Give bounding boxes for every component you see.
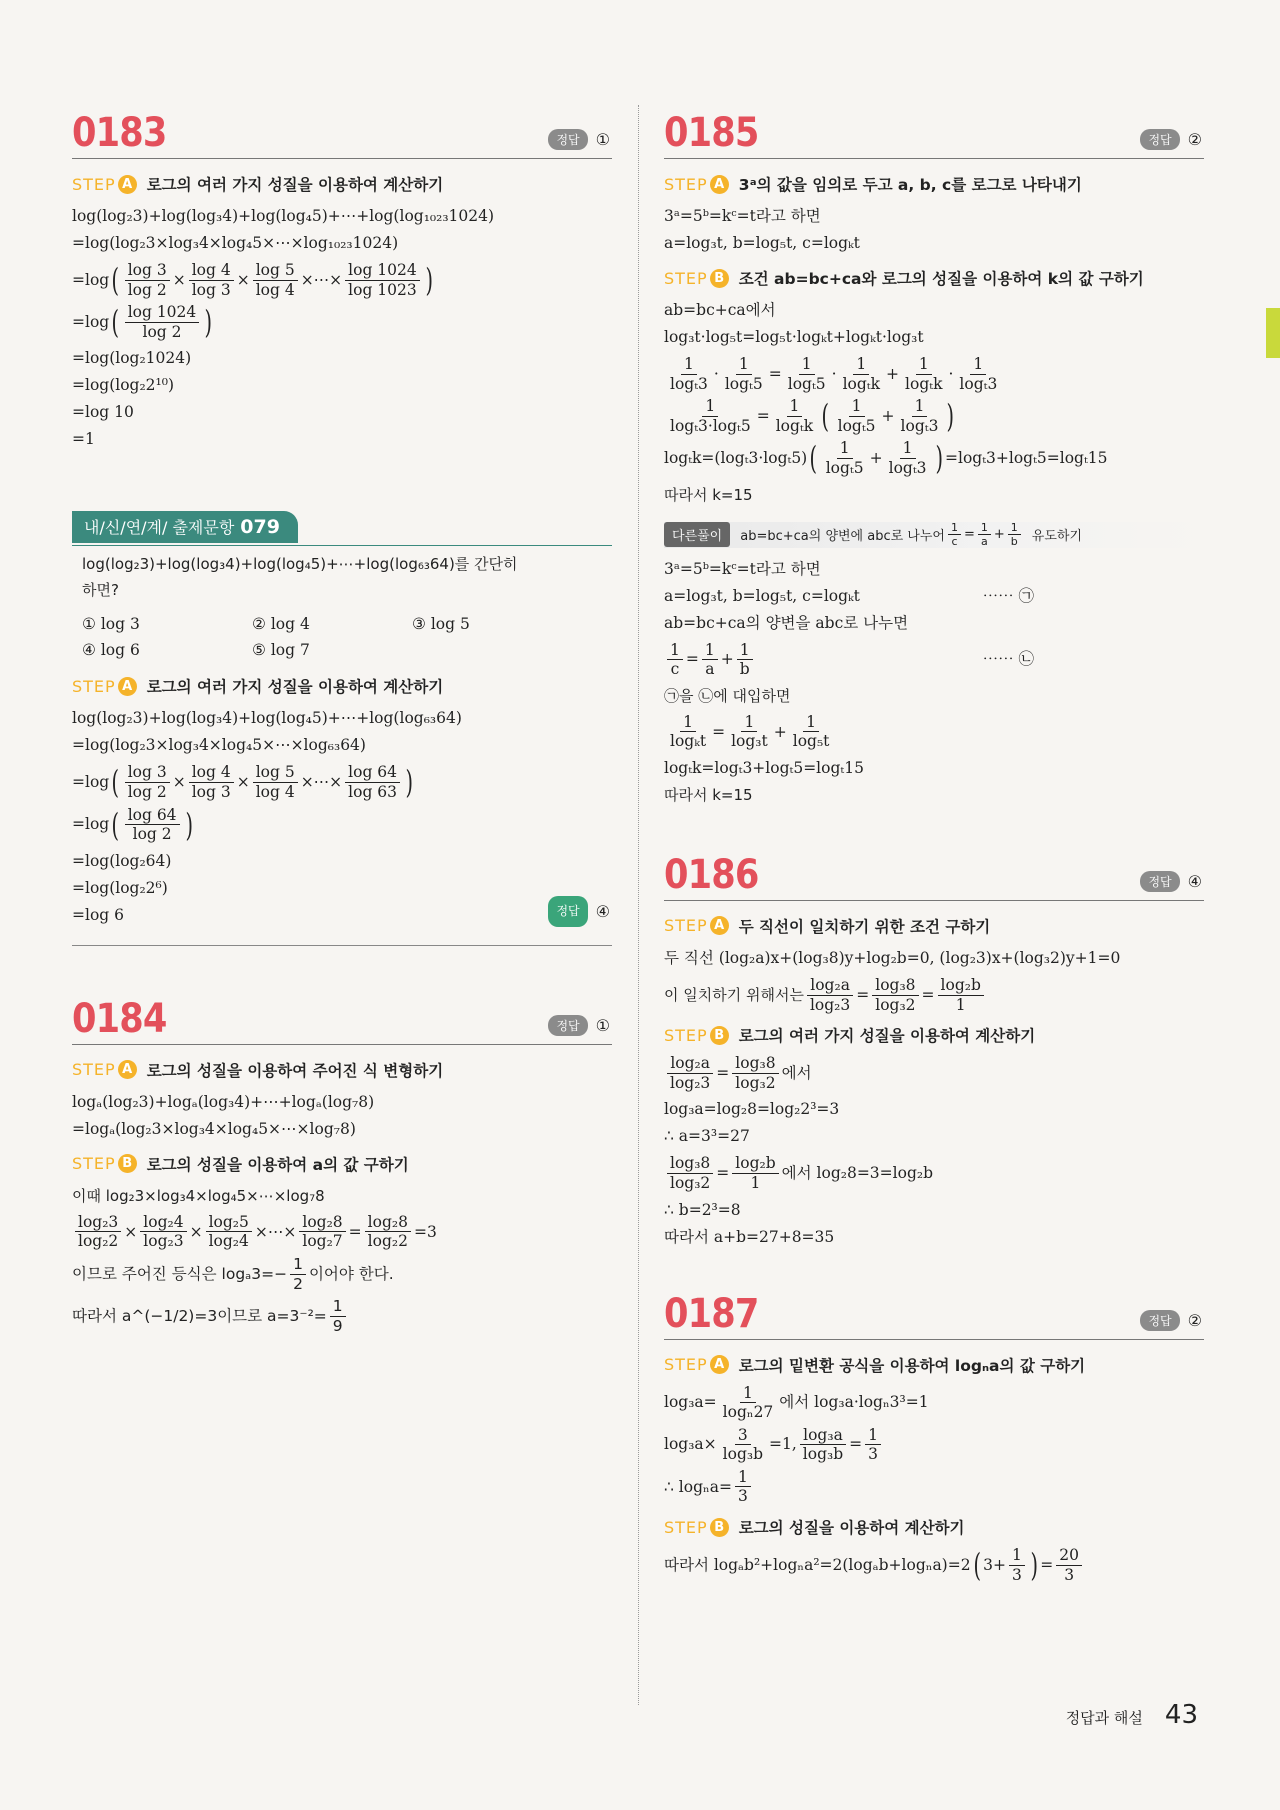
right-column [664,100,1204,1588]
page-footer [1066,1700,1198,1730]
fraction: $\frac{1}{\text{logₜ3}}$ [959,355,998,393]
fraction: $\frac{\text{log₂8}}{\text{log₂2}}$ [365,1213,411,1251]
math-fraction-line: =log ( $\frac{\log 1024}{\log 2}$ ) [72,303,213,342]
fraction: $\frac{1}{\text{logₜk}}$ [842,355,881,393]
answer-value: ① [595,1015,610,1035]
fraction: $\frac{1}{\text{logₜ3·logₜ5}}$ [670,397,751,435]
question-text: 하면? [82,581,119,600]
question-text: log(log₂3)+log(log₃4)+log(log₄5)+⋯+log(log₆₃64)를 간단히 [82,555,518,574]
naesin-header [72,511,612,547]
math-line: =log(log₂64) [72,851,172,870]
chapter-side-tab [1266,308,1280,358]
problem-number: 0187 [664,1290,759,1337]
fraction: $\frac{1}{\text{logₜ5}}$ [837,397,876,435]
fraction: $\frac{\text{log₂a}}{\text{log₂3}}$ [667,1054,713,1092]
alternative-solution-bar: 다른풀이 ab=bc+ca의 양변에 abc로 나누어 $\frac{1}{c}$ = $\frac{1}{a}$ + $\frac{1}{b}$ 유도하기 [664,522,1204,548]
answer-box [548,1015,610,1036]
math-line: logₜk=logₜ3+logₜ5=logₜ15 [664,758,864,777]
math-fraction-line: logₜk=(logₜ3·logₜ5) ( $\frac{1}{\text{logₜ5}}$ + $\frac{1}{\text{logₜ3}}$ ) =logₜ3+logₜ5=logₜ15 [664,439,1108,478]
page-number: 43 [1164,1700,1198,1730]
fraction: $\frac{1}{\text{logₜ5}}$ [825,439,864,477]
problem-number: 0186 [664,851,759,898]
step-b-heading: STEP B 로그의 성질을 이용하여 계산하기 [664,1517,965,1538]
left-column [72,100,612,1339]
answer-badge: 정답 [548,1015,587,1036]
fraction: $\frac{\text{log₂4}}{\text{log₂3}}$ [140,1213,186,1251]
fraction: $\frac{\text{log₂5}}{\text{log₂4}}$ [206,1213,252,1251]
math-line: ㉠을 ㉡에 대입하면 [664,686,791,705]
math-line: logₐ(log₂3)+logₐ(log₃4)+⋯+logₐ(log₇8) [72,1092,375,1111]
math-line: ∴ a=3³=27 [664,1127,750,1146]
step-a-heading: STEP A 로그의 밑변환 공식을 이용하여 logₙa의 값 구하기 [664,1355,1086,1375]
math-line: 3ᵃ=5ᵇ=kᶜ=t라고 하면 [664,207,821,225]
math-fraction-line: =log ( $\frac{\log 3}{\log 2}$ × $\frac{\log 4}{\log 3}$ × $\frac{\log 5}{\log 4}$ ×⋯× $\frac{\log 1024}{\log 1023}$ ) [72,261,433,300]
math-fraction-line: log₃a= $\frac{1}{\text{logₙ27}}$ 에서 log₃a·logₙ3³=1 [664,1383,929,1422]
step-b-heading: STEP B 로그의 여러 가지 성질을 이용하여 계산하기 [664,1025,1036,1046]
math-line: =log(log₂1024) [72,349,192,368]
problem-header-0185 [664,100,1204,159]
math-line: a=log₃t, b=log₅t, c=logₖt [664,234,860,252]
fraction: $\frac{1}{3}$ [735,1468,751,1506]
problem-number: 0183 [72,110,167,156]
step-a-heading: STEP A 로그의 여러 가지 성질을 이용하여 계산하기 [72,174,444,194]
math-line: =log(log₂3×log₃4×log₄5×⋯×log₆₃64) [72,736,366,755]
fraction: $\frac{\log 5}{\log 4}$ [253,261,298,299]
fraction: $\frac{\log 1024}{\log 1023}$ [345,261,420,299]
fraction: $\frac{\log 3}{\log 2}$ [125,763,170,801]
fraction: $\frac{1}{9}$ [330,1297,346,1335]
math-line: ∴ b=2³=8 [664,1200,741,1219]
answer-badge: 정답 [548,896,587,927]
fraction: $\frac{1}{3}$ [865,1426,881,1464]
fraction: $\frac{1}{b}$ [737,641,753,679]
math-fraction-line: $\frac{1}{\text{logₖt}}$ = $\frac{1}{\text{log₃t}}$ + $\frac{1}{\text{log₅t}}$ [664,713,1204,751]
fraction: $\frac{1}{\text{logₜ5}}$ [787,355,826,393]
math-line: 따라서 k=15 [664,785,753,804]
fraction: $\frac{1}{\text{logₙ27}}$ [722,1383,774,1422]
math-fraction-line: log₃a× $\frac{3}{\text{log₃b}}$ =1, $\frac{\text{log₃a}}{\text{log₃b}}$ = $\frac{1}{3}$ [664,1426,1204,1464]
math-line: ab=bc+ca에서 [664,301,776,319]
math-fraction-line: $\frac{1}{\text{logₜ3·logₜ5}}$ = $\frac{1}{\text{logₜk}}$ ( $\frac{1}{\text{logₜ5}}$ + $\frac{1}{\text{logₜ3}}$ ) [664,397,1204,435]
answer-choices [82,611,612,663]
math-line: 따라서 a+b=27+8=35 [664,1227,835,1246]
step-a-heading: STEP A 로그의 성질을 이용하여 주어진 식 변형하기 [72,1060,444,1080]
answer-badge: 정답 [548,129,587,150]
math-line: =1 [72,430,95,449]
fraction: $\frac{\log 1024}{\log 2}$ [125,303,200,341]
problem-header-0187 [664,1281,1204,1340]
answer-badge: 정답 [1140,129,1179,150]
math-fraction-line: 따라서 a^(−1/2)=3이므로 a=3⁻²= $\frac{1}{9}$ [72,1297,612,1335]
problem-header-0183 [72,100,612,159]
answer-badge: 정답 [1140,871,1179,892]
answer-badge: 정답 [1140,1310,1179,1331]
fraction: $\frac{\text{log₃a}}{\text{log₃b}}$ [800,1426,846,1464]
fraction: $\frac{\log 4}{\log 3}$ [189,261,234,299]
choice: ③ log 5 [412,615,470,634]
problem-header-0184 [72,986,612,1045]
fraction: $\frac{1}{\text{logₜk}}$ [905,355,943,393]
section-rule [72,945,612,946]
math-line: =log 6 정답 ④ [72,902,612,929]
fraction: $\frac{\text{log₂3}}{\text{log₂2}}$ [75,1213,121,1251]
math-line: a=log₃t, b=log₅t, c=logₖt ⋯⋯ ㉠ [664,586,1034,605]
fraction: $\frac{\log 64}{\log 2}$ [125,806,180,844]
problem-header-0186 [664,842,1204,901]
fraction: $\frac{\text{log₂b}}{1}$ [732,1154,778,1192]
fraction: $\frac{\log 5}{\log 4}$ [253,763,298,801]
fraction: $\frac{\log 3}{\log 2}$ [125,261,170,299]
math-line: =log 10 [72,403,134,422]
step-a-heading: STEP A 두 직선이 일치하기 위한 조건 구하기 [664,916,991,936]
math-fraction-line: 이 일치하기 위해서는 $\frac{\text{log₂a}}{\text{log₂3}}$ = $\frac{\text{log₃8}}{\text{log₃2}}$ = $\frac{\text{log₂b}}{1}$ [664,976,1204,1014]
math-fraction-line: 따라서 logₐb²+logₙa²=2(logₐb+logₙa)=2 ( 3+ $\frac{1}{3}$ ) = $\frac{20}{3}$ [664,1546,1204,1584]
math-line: =log(log₂3×log₃4×log₄5×⋯×log₁₀₂₃1024) [72,234,399,252]
fraction: $\frac{1}{\text{logₜ3}}$ [900,397,939,435]
math-fraction-line: ∴ logₙa= $\frac{1}{3}$ [664,1468,1204,1506]
math-line: 따라서 k=15 [664,485,753,504]
math-fraction-line: $\frac{\text{log₂a}}{\text{log₂3}}$ = $\frac{\text{log₃8}}{\text{log₃2}}$ 에서 [664,1054,1204,1092]
math-fraction-line: =log ( $\frac{\log 64}{\log 2}$ ) [72,805,193,844]
fraction: $\frac{1}{a}$ [702,641,718,679]
fraction: $\frac{1}{\text{log₅t}}$ [792,712,830,751]
answer-value: ④ [1187,871,1202,891]
fraction: $\frac{\text{log₃8}}{\text{log₃2}}$ [667,1154,713,1192]
problem-number: 0184 [72,995,167,1042]
step-b-heading: STEP B 로그의 성질을 이용하여 a의 값 구하기 [72,1154,409,1174]
math-line: log₃t·log₅t=log₅t·logₖt+logₖt·log₃t [664,328,924,346]
fraction: $\frac{\text{log₂8}}{\text{log₂7}}$ [299,1213,345,1251]
answer-box [1140,1310,1202,1331]
answer-value: ① [595,130,610,149]
answer-box [1140,871,1202,892]
fraction: $\frac{\text{log₃8}}{\text{log₃2}}$ [872,976,918,1014]
fraction: $\frac{1}{\text{logₜ3}}$ [670,355,708,393]
fraction: $\frac{1}{3}$ [1009,1546,1025,1584]
answer-value: ② [1187,1310,1202,1330]
math-fraction-line: $\frac{\text{log₃8}}{\text{log₃2}}$ = $\frac{\text{log₂b}}{1}$ 에서 log₂8=3=log₂b [664,1154,1204,1192]
fraction: $\frac{3}{\text{log₃b}}$ [722,1425,764,1464]
math-line: log₃a=log₂8=log₂2³=3 [664,1100,840,1119]
fraction: $\frac{1}{\text{logₜk}}$ [775,397,814,435]
answer-box [548,896,610,927]
math-fraction-line: $\frac{\text{log₂3}}{\text{log₂2}}$ × $\frac{\text{log₂4}}{\text{log₂3}}$ × $\frac{\text{log₂5}}{\text{log₂4}}$ ×⋯× $\frac{\text{log₂8}}{\text{log₂7}}$ = $\frac{\text{log₂8}}{\text{log₂2}}$ =3 [72,1213,612,1251]
math-line: =log(log₂2⁶) [72,878,168,897]
fraction: $\frac{\log 64}{\log 63}$ [345,763,400,801]
fraction: $\frac{1}{\text{logₜ5}}$ [724,355,763,393]
math-line: log(log₂3)+log(log₃4)+log(log₄5)+⋯+log(log₁₀₂₃1024) [72,207,495,225]
answer-box [1140,129,1202,150]
choice: ④ log 6 [82,641,140,660]
math-line: 두 직선 (log₂a)x+(log₃8)y+log₂b=0, (log₂3)x+(log₃2)y+1=0 [664,948,1121,967]
step-a-heading: STEP A 로그의 여러 가지 성질을 이용하여 계산하기 [72,676,444,697]
math-line: =log(log₂2¹⁰) [72,376,175,395]
answer-value: ④ [595,901,610,921]
math-line: =logₐ(log₂3×log₃4×log₄5×⋯×log₇8) [72,1119,356,1138]
math-line: ab=bc+ca의 양변을 abc로 나누면 [664,613,909,632]
naesin-badge: 내/신/연/계/ 출제문항 079 [72,511,298,543]
fraction: $\frac{1}{\text{logₖt}}$ [670,712,707,751]
answer-box [548,129,610,150]
math-fraction-line: $\frac{1}{c}$ = $\frac{1}{a}$ + $\frac{1}{b}$ ⋯⋯ ㉡ [664,641,1204,679]
fraction: $\frac{1}{\text{log₃t}}$ [731,712,768,751]
footer-label: 정답과 해설 [1065,1709,1143,1727]
column-divider [638,105,639,1705]
math-line: 3ᵃ=5ᵇ=kᶜ=t라고 하면 [664,559,821,578]
math-line: 이때 log₂3×log₃4×log₄5×⋯×log₇8 [72,1186,325,1205]
step-b-heading: STEP B 조건 ab=bc+ca와 로그의 성질을 이용하여 k의 값 구하기 [664,268,1144,288]
math-line: log(log₂3)+log(log₃4)+log(log₄5)+⋯+log(log₆₃64) [72,709,462,728]
fraction: $\frac{\log 4}{\log 3}$ [189,763,234,801]
fraction: $\frac{\text{log₂a}}{\text{log₂3}}$ [807,976,853,1014]
math-fraction-line: 이므로 주어진 등식은 logₐ3=− $\frac{1}{2}$ 이어야 한다. [72,1254,394,1293]
fraction: $\frac{1}{c}$ [667,641,683,679]
fraction: $\frac{\text{log₂b}}{1}$ [938,976,984,1014]
choice: ② log 4 [252,615,310,634]
alt-badge: 다른풀이 [664,522,730,547]
math-fraction-line: $\frac{1}{\text{logₜ3}}$ · $\frac{1}{\text{logₜ5}}$ = $\frac{1}{\text{logₜ5}}$ · $\frac{1}{\text{logₜk}}$ + $\frac{1}{\text{logₜk}}$ · $\frac{1}{\text{logₜ3}}$ [664,355,1204,393]
fraction: $\frac{1}{2}$ [290,1255,306,1293]
problem-number: 0185 [664,110,759,156]
choice: ① log 3 [82,615,140,634]
answer-value: ② [1187,130,1202,149]
choice: ⑤ log 7 [252,641,310,660]
fraction: $\frac{1}{\text{logₜ3}}$ [888,439,927,477]
math-fraction-line: =log ( $\frac{\log 3}{\log 2}$ × $\frac{\log 4}{\log 3}$ × $\frac{\log 5}{\log 4}$ ×⋯× $\frac{\log 64}{\log 63}$ ) [72,763,414,802]
fraction: $\frac{\text{log₃8}}{\text{log₃2}}$ [732,1054,778,1092]
step-a-heading: STEP A 3ᵃ의 값을 임의로 두고 a, b, c를 로그로 나타내기 [664,174,1082,194]
fraction: $\frac{20}{3}$ [1056,1546,1082,1584]
